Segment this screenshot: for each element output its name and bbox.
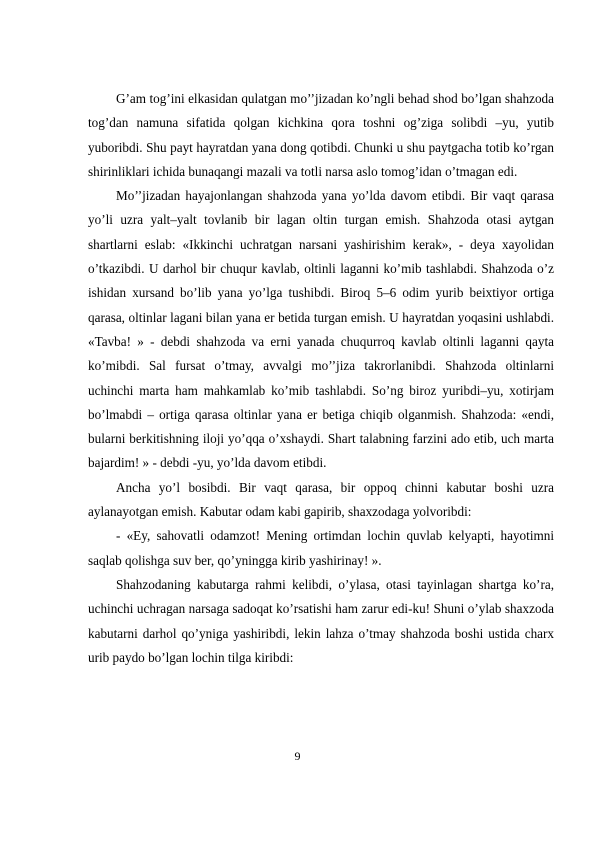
body-text [88, 87, 554, 670]
paragraph: G’am tog’ini elkasidan qulatgan mo’’jizadan ko’ngli behad shod bo’lgan shahzoda tog’dan namuna sifatida qolgan kichkina qora toshni og’ziga solibdi –yu, yutib yuboribdi. Shu payt hayratdan yana dong qotibdi. Chunki u shu paytgacha totib ko’rgan shirinliklari ichida bunaqangi mazali va totli narsa aslo tomog’idan o’tmagan edi. [88, 91, 554, 179]
paragraph: - «Ey, sahovatli odamzot! Mening ortimdan lochin quvlab kelyapti, hayotimni saqlab qolishga suv ber, qo’yningga kirib yashirinay! ». [88, 528, 554, 568]
paragraph: Mo’’jizadan hayajonlangan shahzoda yana yo’lda davom etibdi. Bir vaqt qarasa yo’li uzra yalt–yalt tovlanib bir lagan oltin turgan emish. Shahzoda otasi aytgan shartlarni eslab: «Ikkinchi uchratgan narsani yashirishim kerak», - deya xayolidan o’tkazibdi. U darhol bir chuqur kavlab, oltinli laganni ko’mib tashlabdi. Shahzoda o’z ishidan xursand bo’lib yana yo’lga tushibdi. Biroq 5–6 odim yurib beixtiyor ortiga qarasa, oltinlar lagani bilan yana er betida turgan emish. U hayratdan yoqasini ushlabdi. «Tavba! » - debdi shahzoda va erni yanada chuqurroq kavlab oltinli laganni qayta ko’mibdi. Sal fursat o’tmay, avvalgi mo’’jiza takrorlanibdi. Shahzoda oltinlarni uchinchi marta ham mahkamlab ko’mib tashlabdi. So’ng biroz yuribdi–yu, xotirjam bo’lmabdi – ortiga qarasa oltinlar yana er betiga chiqib olganmish. Shahzoda: «endi, bularni berkitishning iloji yo’qqa o’xshaydi. Shart talabning farzini ado etib, uch marta bajardim! » - debdi -yu, yo’lda davom etibdi. [88, 188, 554, 471]
paragraph: Ancha yo’l bosibdi. Bir vaqt qarasa, bir oppoq chinni kabutar boshi uzra aylanayotgan emish. Kabutar odam kabi gapirib, shaxzodaga yolvoribdi: [88, 479, 554, 520]
page-number: 9 [294, 749, 301, 763]
paragraph: Shahzodaning kabutarga rahmi kelibdi, o’ylasa, otasi tayinlagan shartga ko’ra, uchinchi uchragan narsaga sadoqat ko’rsatishi ham zarur edi-ku! Shuni o’ylab shaxzoda kabutarni darhol qo’yniga yashiribdi, lekin lahza o’tmay shahzoda boshi ustida charx urib paydo bo’lgan lochin tilga kiribdi: [88, 576, 554, 665]
